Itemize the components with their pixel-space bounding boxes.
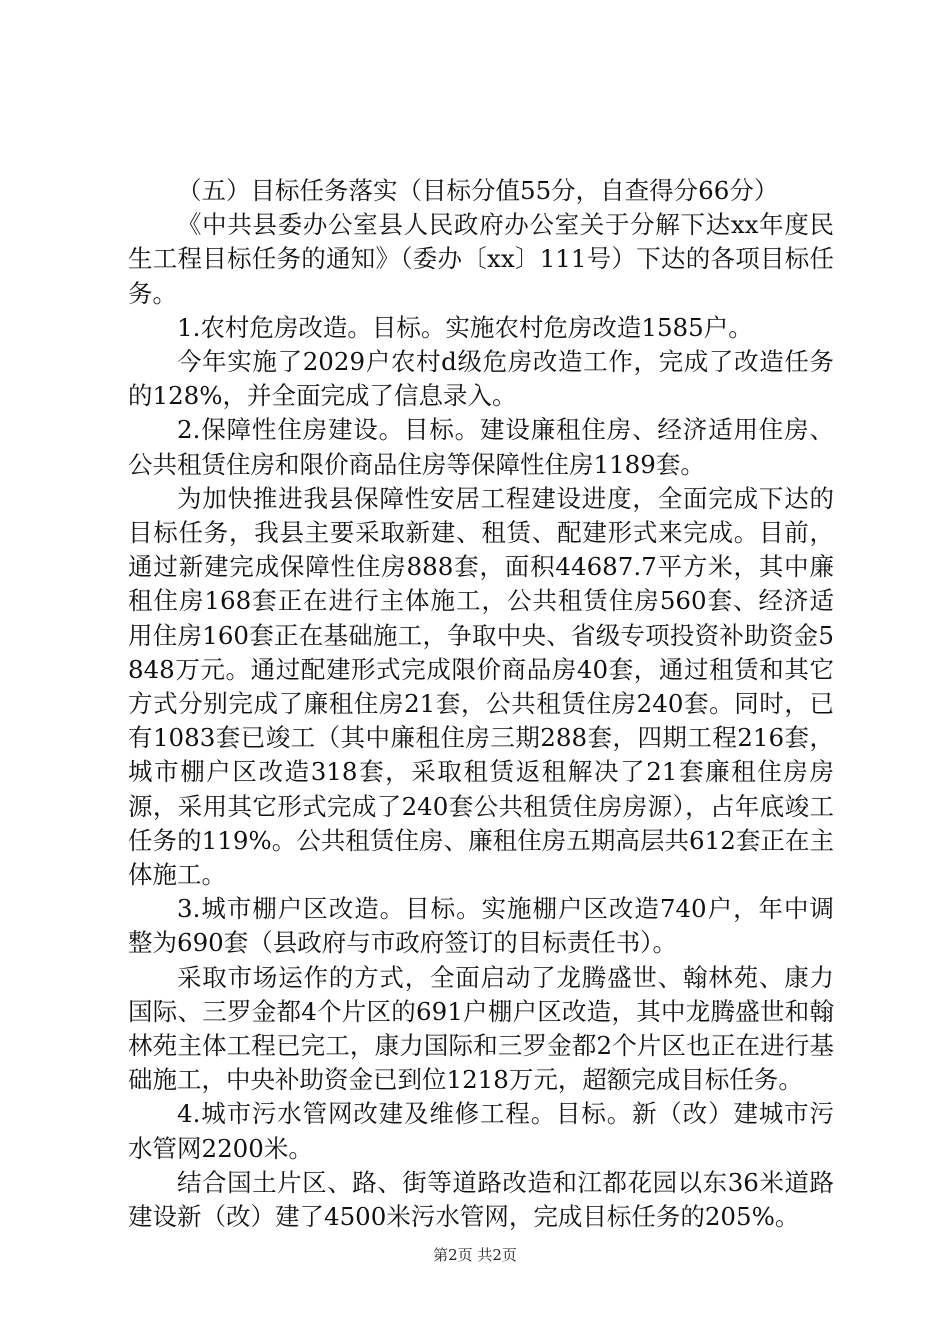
item-heading: 3.城市棚户区改造。目标。实施棚户区改造740户，年中调整为690套（县政府与市政府签订的目标责任书）。	[128, 894, 834, 958]
paragraph: 《中共县委办公室县人民政府办公室关于分解下达xx年度民生工程目标任务的通知》（委办〔xx〕111号）下达的各项目标任务。	[128, 210, 834, 308]
document-body	[128, 174, 834, 1234]
paragraph: 采取市场运作的方式，全面启动了龙腾盛世、翰林苑、康力国际、三罗金都4个片区的691户棚户区改造，其中龙腾盛世和翰林苑主体工程已完工，康力国际和三罗金都2个片区也正在进行基础施工，中央补助资金已到位1218万元，超额完成目标任务。	[128, 962, 834, 1095]
item-heading: 2.保障性住房建设。目标。建设廉租住房、经济适用住房、公共租赁住房和限价商品住房等保障性住房1189套。	[128, 415, 834, 479]
item-heading: 1.农村危房改造。目标。实施农村危房改造1585户。	[177, 312, 753, 342]
paragraph: 为加快推进我县保障性安居工程建设进度，全面完成下达的目标任务，我县主要采取新建、租赁、配建形式来完成。目前，通过新建完成保障性住房888套，面积44687.7平方米，其中廉租住房168套正在进行主体施工，公共租赁住房560套、经济适用住房160套正在基础施工，争取中央、省级专项投资补助资金5848万元。通过配建形式完成限价商品房40套，通过租赁和其它方式分别完成了廉租住房21套，公共租赁住房240套。同时，已有1083套已竣工（其中廉租住房三期288套，四期工程216套，城市棚户区改造318套，采取租赁返租解决了21套廉租住房房源，采用其它形式完成了240套公共租赁住房房源），占年底竣工任务的119%。公共租赁住房、廉租住房五期高层共612套正在主体施工。	[128, 483, 834, 890]
item-heading: 4.城市污水管网改建及维修工程。目标。新（改）建城市污水管网2200米。	[128, 1099, 834, 1163]
section-heading: （五）目标任务落实（目标分值55分，自查得分66分）	[177, 176, 779, 205]
paragraph: 今年实施了2029户农村d级危房改造工作，完成了改造任务的128%，并全面完成了信息录入。	[128, 347, 834, 411]
paragraph: 结合国土片区、路、街等道路改造和江都花园以东36米道路建设新（改）建了4500米污水管网，完成目标任务的205%。	[128, 1167, 834, 1232]
page-footer: 第2页 共2页	[433, 1246, 517, 1264]
